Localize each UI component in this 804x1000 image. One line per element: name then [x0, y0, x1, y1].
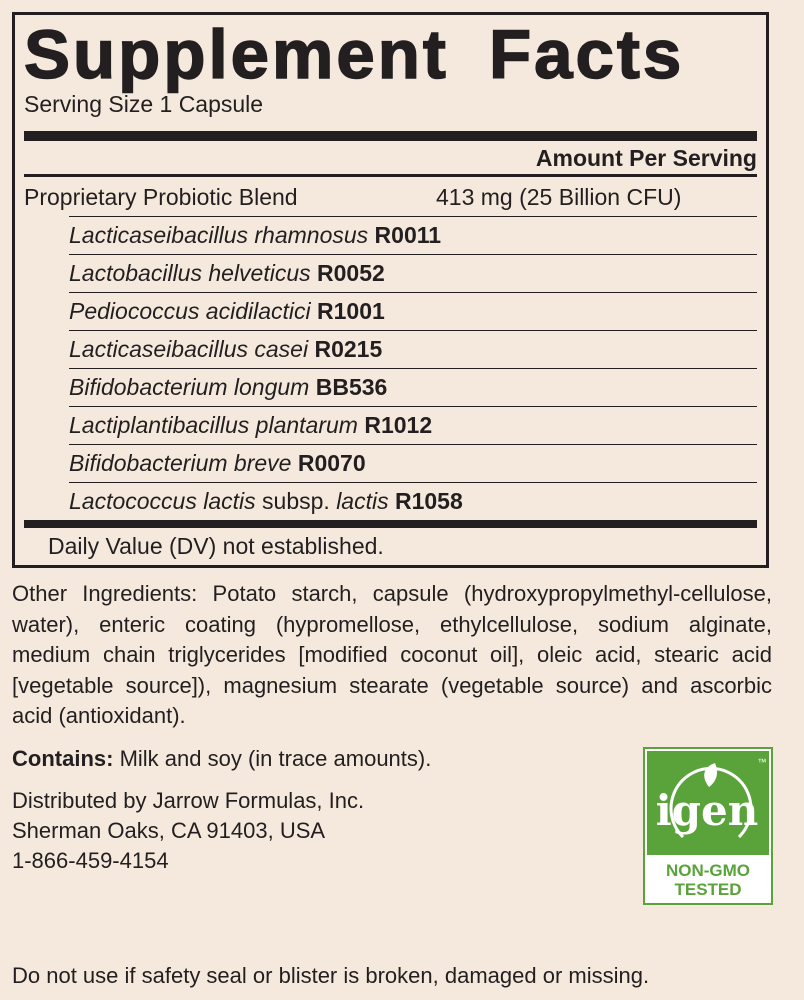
- badge-line2: TESTED: [674, 880, 742, 899]
- strain-row: [69, 330, 757, 368]
- strain-subsp: subsp.: [262, 488, 330, 514]
- strain-code: BB536: [315, 374, 388, 400]
- serving-size: Serving Size 1 Capsule: [24, 91, 264, 117]
- distributor-address: Sherman Oaks, CA 91403, USA: [12, 818, 326, 843]
- blend-name: Proprietary Probiotic Blend: [24, 184, 298, 210]
- other-ingredients: Other Ingredients: Potato starch, capsule (hydroxypropylmethyl-cellulose, water), enteric coating (hypromellose, ethylcellulose, sodium alginate, medium chain triglycerides [modified coconut oil], oleic acid, stearic acid [vegetable source]), magnesium stearate (vegetable source) and ascorbic acid (antioxidant).: [12, 581, 772, 728]
- strain-subspecies: lactis: [336, 488, 389, 514]
- strain-row: [69, 482, 757, 520]
- strain-code: R1012: [364, 412, 433, 438]
- blend-amount: 413 mg (25 Billion CFU): [436, 184, 682, 210]
- strain-species: Lactobacillus helveticus: [69, 260, 311, 286]
- blend-row: [24, 177, 757, 216]
- badge-line1: NON-GMO: [665, 861, 751, 880]
- strain-code: R0070: [297, 450, 366, 476]
- dv-note: Daily Value (DV) not established.: [48, 533, 384, 559]
- non-gmo-badge: [643, 747, 773, 905]
- thick-divider: [24, 131, 757, 141]
- strain-code: R1001: [317, 298, 385, 324]
- strain-row: [69, 368, 757, 406]
- strain-code: R0052: [317, 260, 385, 286]
- contains-label: Contains:: [12, 746, 114, 771]
- amount-per-serving-header: Amount Per Serving: [535, 145, 757, 171]
- strain-species: Lactiplantibacillus plantarum: [69, 412, 358, 438]
- strain-species: Bifidobacterium breve: [69, 450, 292, 476]
- distributor-name: Distributed by Jarrow Formulas, Inc.: [12, 788, 365, 813]
- bottom-thick-divider: [24, 520, 757, 528]
- strain-species: Pediococcus acidilactici: [69, 298, 311, 324]
- strain-row: [69, 216, 757, 254]
- safety-warning: Do not use if safety seal or blister is broken, damaged or missing.: [12, 963, 650, 988]
- panel-title: Supplement Facts: [24, 16, 685, 93]
- strain-species: Bifidobacterium longum: [69, 374, 310, 400]
- strain-species: Lacticaseibacillus rhamnosus: [69, 222, 369, 248]
- strain-list: [69, 216, 757, 520]
- strain-species: Lactococcus lactis: [69, 488, 256, 514]
- strain-row: [69, 406, 757, 444]
- strain-code: R0011: [374, 222, 442, 248]
- contains-text: Milk and soy (in trace amounts).: [113, 746, 432, 771]
- distributor-info: [12, 786, 364, 876]
- contains-statement: [12, 745, 431, 773]
- strain-species: Lacticaseibacillus casei: [69, 336, 309, 362]
- strain-row: [69, 292, 757, 330]
- strain-row: [69, 444, 757, 482]
- supplement-facts-panel: [12, 12, 769, 568]
- distributor-phone: 1-866-459-4154: [12, 848, 169, 873]
- strain-code: R0215: [314, 336, 383, 362]
- strain-code: R1058: [394, 488, 463, 514]
- badge-logo-text: igen: [655, 786, 759, 835]
- strain-row: [69, 254, 757, 292]
- trademark-symbol: ™: [757, 757, 767, 767]
